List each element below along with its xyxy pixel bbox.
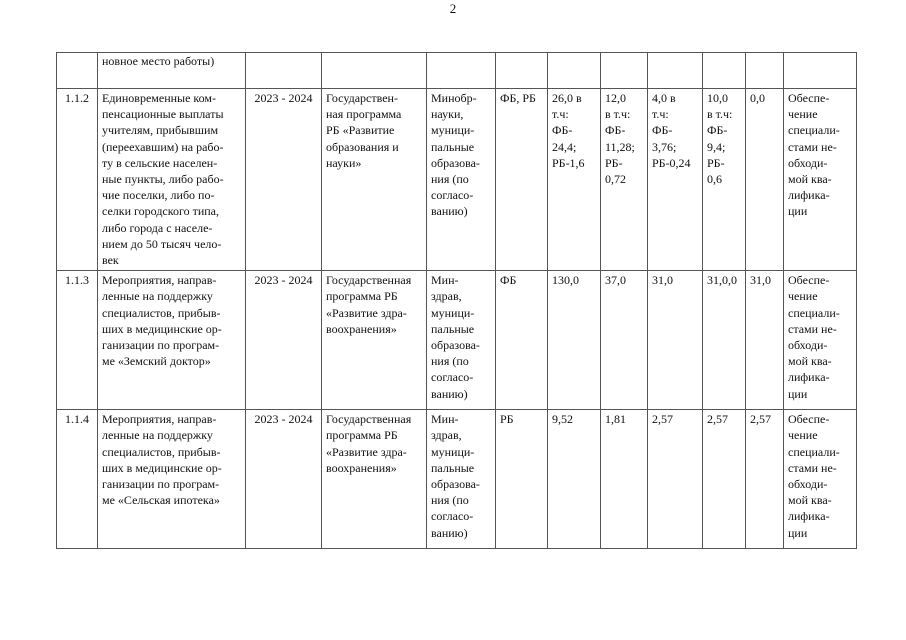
period-cell: 2023 - 2024 xyxy=(246,89,322,271)
year-1-amount-cell xyxy=(601,53,648,89)
year-4-amount-cell: 2,57 xyxy=(746,410,784,549)
table-row xyxy=(57,53,857,89)
executor-cell xyxy=(427,53,496,89)
funding-source-cell: РБ xyxy=(496,410,548,549)
year-2-amount-cell xyxy=(648,53,703,89)
year-3-amount-cell: 2,57 xyxy=(703,410,746,549)
year-3-amount-cell xyxy=(703,53,746,89)
measure-name-cell: Мероприятия, направ- ленные на поддержку специалистов, прибыв- ших в медицинские ор- ганизации по програм- ме «Сельская ипотека» xyxy=(98,410,246,549)
year-1-amount-cell: 1,81 xyxy=(601,410,648,549)
program-cell: Государствен- ная программа РБ «Развитие образования и науки» xyxy=(322,89,427,271)
year-2-amount-cell: 31,0 xyxy=(648,271,703,410)
measure-name-cell: новное место работы) xyxy=(98,53,246,89)
measures-table xyxy=(56,52,857,549)
total-amount-cell xyxy=(548,53,601,89)
period-cell xyxy=(246,53,322,89)
row-number-cell: 1.1.3 xyxy=(57,271,98,410)
expected-result-cell: Обеспе- чение специали- стами не- обходи- мой ква- лифика- ции xyxy=(784,410,857,549)
period-cell: 2023 - 2024 xyxy=(246,410,322,549)
year-4-amount-cell: 0,0 xyxy=(746,89,784,271)
row-number-cell: 1.1.2 xyxy=(57,89,98,271)
expected-result-cell: Обеспе- чение специали- стами не- обходи- мой ква- лифика- ции xyxy=(784,89,857,271)
total-amount-cell: 9,52 xyxy=(548,410,601,549)
program-cell: Государственная программа РБ «Развитие здра- воохранения» xyxy=(322,271,427,410)
page-number: 2 xyxy=(449,1,457,16)
year-1-amount-cell: 12,0 в т.ч: ФБ- 11,28; РБ- 0,72 xyxy=(601,89,648,271)
total-amount-cell: 26,0 в т.ч: ФБ- 24,4; РБ-1,6 xyxy=(548,89,601,271)
table-row xyxy=(57,271,857,410)
program-cell: Государственная программа РБ «Развитие здра- воохранения» xyxy=(322,410,427,549)
year-2-amount-cell: 4,0 в т.ч: ФБ- 3,76; РБ-0,24 xyxy=(648,89,703,271)
expected-result-cell: Обеспе- чение специали- стами не- обходи- мой ква- лифика- ции xyxy=(784,271,857,410)
funding-source-cell xyxy=(496,53,548,89)
year-4-amount-cell xyxy=(746,53,784,89)
executor-cell: Мин- здрав, муници- пальные образова- ния (по согласо- ванию) xyxy=(427,410,496,549)
period-cell: 2023 - 2024 xyxy=(246,271,322,410)
year-4-amount-cell: 31,0 xyxy=(746,271,784,410)
funding-source-cell: ФБ xyxy=(496,271,548,410)
executor-cell: Минобр- науки, муници- пальные образова- ния (по согласо- ванию) xyxy=(427,89,496,271)
funding-source-cell: ФБ, РБ xyxy=(496,89,548,271)
total-amount-cell: 130,0 xyxy=(548,271,601,410)
year-2-amount-cell: 2,57 xyxy=(648,410,703,549)
table-body xyxy=(57,53,857,549)
year-1-amount-cell: 37,0 xyxy=(601,271,648,410)
measure-name-cell: Мероприятия, направ- ленные на поддержку специалистов, прибыв- ших в медицинские ор- ганизации по програм- ме «Земский доктор» xyxy=(98,271,246,410)
year-3-amount-cell: 31,0,0 xyxy=(703,271,746,410)
program-cell xyxy=(322,53,427,89)
row-number-cell xyxy=(57,53,98,89)
year-3-amount-cell: 10,0 в т.ч: ФБ- 9,4; РБ- 0,6 xyxy=(703,89,746,271)
table-row xyxy=(57,89,857,271)
executor-cell: Мин- здрав, муници- пальные образова- ния (по согласо- ванию) xyxy=(427,271,496,410)
row-number-cell: 1.1.4 xyxy=(57,410,98,549)
table-row xyxy=(57,410,857,549)
expected-result-cell xyxy=(784,53,857,89)
measure-name-cell: Единовременные ком- пенсационные выплаты учителям, прибывшим (переехавшим) на рабо- ту в сельские населен- ные пункты, либо рабо- чие поселки, либо по- селки городского типа, либо города с населе- нием до 50 тысяч чело- век xyxy=(98,89,246,271)
